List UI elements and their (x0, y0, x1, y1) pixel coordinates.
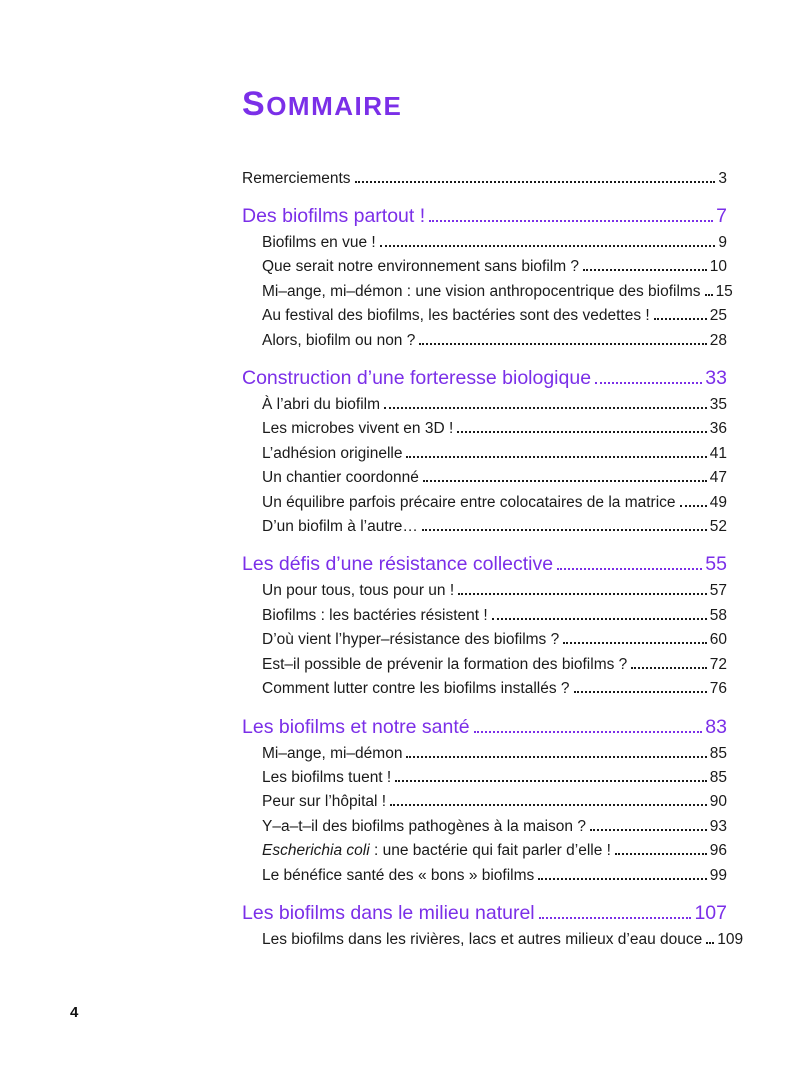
toc-entry (242, 928, 744, 952)
toc-group (242, 712, 727, 888)
dot-leader (492, 618, 707, 620)
toc-entry (242, 815, 727, 839)
toc-entry (242, 515, 727, 539)
entry-label: Les défis d’une résistance collective (242, 553, 554, 576)
page-number: 90 (709, 793, 727, 811)
page-title-rest: OMMAIRE (266, 91, 403, 121)
toc-heading (242, 363, 727, 393)
dot-leader (458, 593, 707, 595)
toc-entry (242, 742, 727, 766)
toc-heading (242, 549, 727, 579)
dot-leader (422, 529, 707, 531)
toc-group (242, 201, 733, 353)
dot-leader (538, 878, 706, 880)
page-number: 10 (709, 258, 727, 276)
toc-entry (242, 864, 727, 888)
dot-leader (706, 942, 714, 944)
entry-label: L’adhésion originelle (262, 444, 403, 462)
dot-leader (590, 829, 707, 831)
page-number: 36 (709, 420, 727, 438)
page-number: 52 (709, 518, 727, 536)
dot-leader (654, 318, 707, 320)
dot-leader (355, 181, 716, 183)
page-number: 47 (709, 469, 727, 487)
entry-label: Les microbes vivent en 3D ! (262, 420, 454, 438)
toc-entry (242, 417, 727, 441)
toc-entry (242, 604, 727, 628)
toc-entry (242, 255, 727, 279)
dot-leader (384, 407, 707, 409)
page-number: 83 (705, 715, 727, 738)
dot-leader (705, 294, 713, 296)
entry-label: Y–a–t–il des biofilms pathogènes à la maison ? (262, 817, 586, 835)
page-number: 15 (715, 282, 733, 300)
dot-leader (406, 456, 706, 458)
entry-label: Biofilms en vue ! (262, 234, 376, 251)
page-number: 28 (709, 331, 727, 349)
page-number: 99 (709, 866, 727, 884)
dot-leader (631, 667, 706, 669)
dot-leader (380, 245, 716, 247)
entry-label-italic: Escherichia coli (262, 842, 370, 860)
entry-label: Remerciements (242, 170, 351, 187)
toc-heading (242, 201, 727, 231)
toc-entry (242, 579, 727, 603)
page-number: 93 (709, 817, 727, 835)
page-number: 41 (709, 444, 727, 462)
toc-group (242, 549, 727, 701)
page-number: 60 (709, 631, 727, 649)
page-number: 57 (709, 582, 727, 600)
entry-label: Est–il possible de prévenir la formation des biofilms ? (262, 655, 628, 673)
toc-entry (242, 491, 727, 515)
entry-label: Mi–ange, mi–démon (262, 744, 403, 762)
page-title-initial: S (242, 85, 267, 123)
page-number: 7 (716, 205, 727, 227)
toc-heading (242, 898, 727, 928)
entry-label: Peur sur l’hôpital ! (262, 793, 387, 811)
entry-label: Les biofilms dans les rivières, lacs et autres milieux d’eau douce (262, 930, 703, 948)
entry-label: Escherichia coli : une bactérie qui fait parler d’elle ! (262, 842, 611, 860)
dot-leader (429, 220, 713, 222)
page-number: 25 (709, 307, 727, 325)
toc-entry (242, 166, 727, 191)
dot-leader (457, 431, 706, 433)
page-number: 58 (709, 606, 727, 624)
toc-entry (242, 466, 727, 490)
entry-label: Biofilms : les bactéries résistent ! (262, 606, 488, 624)
entry-label: Un pour tous, tous pour un ! (262, 582, 455, 600)
page-number: 85 (709, 768, 727, 786)
toc-entry (242, 677, 727, 701)
toc-entry (242, 653, 727, 677)
page-number: 35 (709, 396, 727, 414)
toc-entry (242, 280, 733, 304)
entry-label: Un équilibre parfois précaire entre colocataires de la matrice (262, 493, 676, 511)
dot-leader (474, 731, 703, 733)
dot-leader (563, 642, 707, 644)
dot-leader (557, 568, 702, 570)
page-number: 96 (709, 842, 727, 860)
entry-label: Les biofilms dans le milieu naturel (242, 901, 535, 924)
toc (242, 166, 744, 952)
dot-leader (423, 480, 707, 482)
page-number: 76 (709, 680, 727, 698)
page-number: 33 (705, 367, 727, 390)
toc-entry (242, 628, 727, 652)
toc-entry (242, 393, 727, 417)
toc-group (242, 363, 727, 539)
page-number: 49 (709, 493, 727, 511)
page-number: 55 (705, 553, 727, 576)
toc-entry (242, 442, 727, 466)
toc-entry (242, 329, 727, 353)
toc-entry (242, 766, 727, 790)
dot-leader (539, 917, 692, 919)
entry-label: Au festival des biofilms, les bactéries sont des vedettes ! (262, 307, 650, 325)
dot-leader (419, 343, 706, 345)
toc-group (242, 898, 744, 952)
entry-label: Le bénéfice santé des « bons » biofilms (262, 866, 535, 884)
dot-leader (583, 269, 707, 271)
dot-leader (595, 382, 702, 384)
dot-leader (390, 804, 707, 806)
toc-entry (242, 839, 727, 863)
page-number: 109 (717, 930, 744, 948)
dot-leader (615, 853, 707, 855)
toc-heading (242, 712, 727, 742)
entry-label: D’où vient l’hyper–résistance des biofilms ? (262, 631, 560, 649)
entry-label: Alors, biofilm ou non ? (262, 331, 416, 349)
entry-label: Des biofilms partout ! (242, 205, 426, 227)
page-number: 3 (718, 170, 727, 187)
page-number: 72 (709, 655, 727, 673)
footer-page-number: 4 (70, 1004, 79, 1021)
dot-leader (395, 780, 707, 782)
page-number: 85 (709, 744, 727, 762)
toc-group (242, 166, 727, 191)
page-number: 107 (694, 901, 727, 924)
toc-entry (242, 231, 727, 255)
entry-label: Que serait notre environnement sans biofilm ? (262, 258, 580, 276)
entry-label: Mi–ange, mi–démon : une vision anthropocentrique des biofilms (262, 282, 701, 300)
entry-label: Les biofilms et notre santé (242, 715, 470, 738)
toc-entry (242, 790, 727, 814)
toc-entry (242, 304, 727, 328)
entry-label: Construction d’une forteresse biologique (242, 367, 592, 390)
page-number: 9 (718, 234, 727, 251)
entry-label: Un chantier coordonné (262, 469, 419, 487)
page-title (242, 86, 402, 129)
entry-label: Comment lutter contre les biofilms installés ? (262, 680, 570, 698)
entry-label: À l’abri du biofilm (262, 396, 381, 414)
entry-label: D’un biofilm à l’autre… (262, 518, 418, 536)
entry-label: Les biofilms tuent ! (262, 768, 392, 786)
dot-leader (406, 756, 706, 758)
dot-leader (574, 691, 707, 693)
dot-leader (680, 505, 707, 507)
